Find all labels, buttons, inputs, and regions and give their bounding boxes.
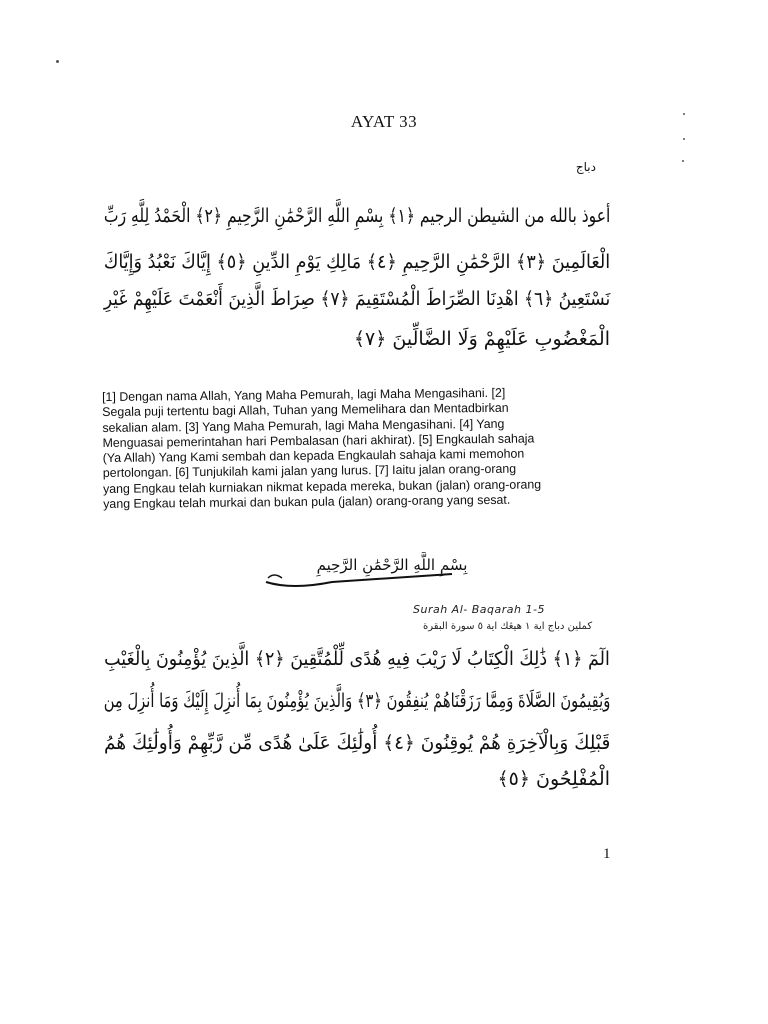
- translation-line: yang Engkau telah murkai dan bukan pula (jalan) orang-orang yang sesat.: [103, 492, 511, 512]
- translation-line: Menguasai pemerintahan hari Pembalasan (hari akhirat). [5] Engkaulah sahaja: [102, 431, 535, 450]
- scan-speck: [56, 60, 59, 63]
- baqarah-line: الْمُفْلِحُونَ ﴿٥﴾: [497, 768, 610, 790]
- baqarah-line: وَيُقِيمُونَ الصَّلَاةَ وَمِمَّا رَزَقْنَاهُمْ يُنفِقُونَ ﴿٣﴾ وَالَّذِينَ يُؤْمِنُونَ بِمَا أُنزِلَ إِلَيْكَ وَمَا أُنزِلَ مِن: [103, 690, 610, 712]
- fatihah-line: الْمَغْضُوبِ عَلَيْهِمْ وَلَا الضَّالِّينَ ﴿٧﴾: [353, 328, 610, 350]
- translation-line: yang Engkau telah kurniakan nikmat kepada mereka, bukan (jalan) orang-orang: [102, 477, 542, 496]
- basmalah-text: بِسْمِ اللَّهِ الرَّحْمَٰنِ الرَّحِيمِ: [316, 556, 468, 574]
- fatihah-line: نَسْتَعِينُ ﴿٦﴾ اهْدِنَا الصِّرَاطَ الْمُسْتَقِيمَ ﴿٧﴾ صِرَاطَ الَّذِينَ أَنْعَمْتَ عَلَيْهِمْ غَيْرِ: [103, 288, 610, 310]
- basmalah-calligraphy: [262, 552, 470, 592]
- translation-line: pertolongan. [6] Tunjukilah kami jalan yang lurus. [7] Iaitu jalan orang-orang: [102, 462, 517, 481]
- baqarah-line: قَبْلِكَ وَبِالْآخِرَةِ هُمْ يُوقِنُونَ ﴿٤﴾ أُولَٰئِكَ عَلَىٰ هُدًى مِّن رَّبِّهِمْ وَأُولَٰئِكَ هُمُ: [103, 732, 610, 754]
- translation-line: Segala puji tertentu bagi Allah, Tuhan yang Memelihara dan Mentadbirkan: [102, 401, 509, 420]
- fatihah-line: أعوذ بالله من الشيطن الرجيم ﴿١﴾ بِسْمِ اللَّهِ الرَّحْمَٰنِ الرَّحِيمِ ﴿٢﴾ الْحَمْدُ لِلَّهِ رَبِّ: [103, 205, 610, 227]
- translation-line: (Ya Allah) Yang Kami sembah dan kepada Engkaulah sahaja kami memohon: [102, 446, 525, 466]
- baqarah-line: الٓمٓ ﴿١﴾ ذَٰلِكَ الْكِتَابُ لَا رَيْبَ فِيهِ هُدًى لِّلْمُتَّقِينَ ﴿٢﴾ الَّذِينَ يُؤْمِنُونَ بِالْغَيْبِ: [104, 648, 610, 670]
- arabic-surah-note: كملين دباج اية ١ هيڠك اية ٥ سورة البقرة: [423, 621, 593, 632]
- section-label-arabic: دباج: [575, 160, 596, 174]
- translation-line: [1] Dengan nama Allah, Yang Maha Pemurah, lagi Maha Mengasihani. [2]: [102, 385, 506, 404]
- handwritten-surah-note: Surah Al- Baqarah 1-5: [413, 603, 545, 616]
- fatihah-line: الْعَالَمِينَ ﴿٣﴾ الرَّحْمَٰنِ الرَّحِيمِ ﴿٤﴾ مَالِكِ يَوْمِ الدِّينِ ﴿٥﴾ إِيَّاكَ نَعْبُدُ وَإِيَّاكَ: [103, 251, 610, 273]
- scan-speck: [683, 138, 685, 140]
- page-title: AYAT 33: [350, 112, 418, 131]
- scan-speck: [682, 160, 684, 162]
- fatihah-translation: [102, 385, 609, 513]
- translation-line: sekalian alam. [3] Yang Maha Pemurah, lagi Maha Mengasihani. [4] Yang: [102, 416, 505, 435]
- page-number: 1: [603, 846, 611, 862]
